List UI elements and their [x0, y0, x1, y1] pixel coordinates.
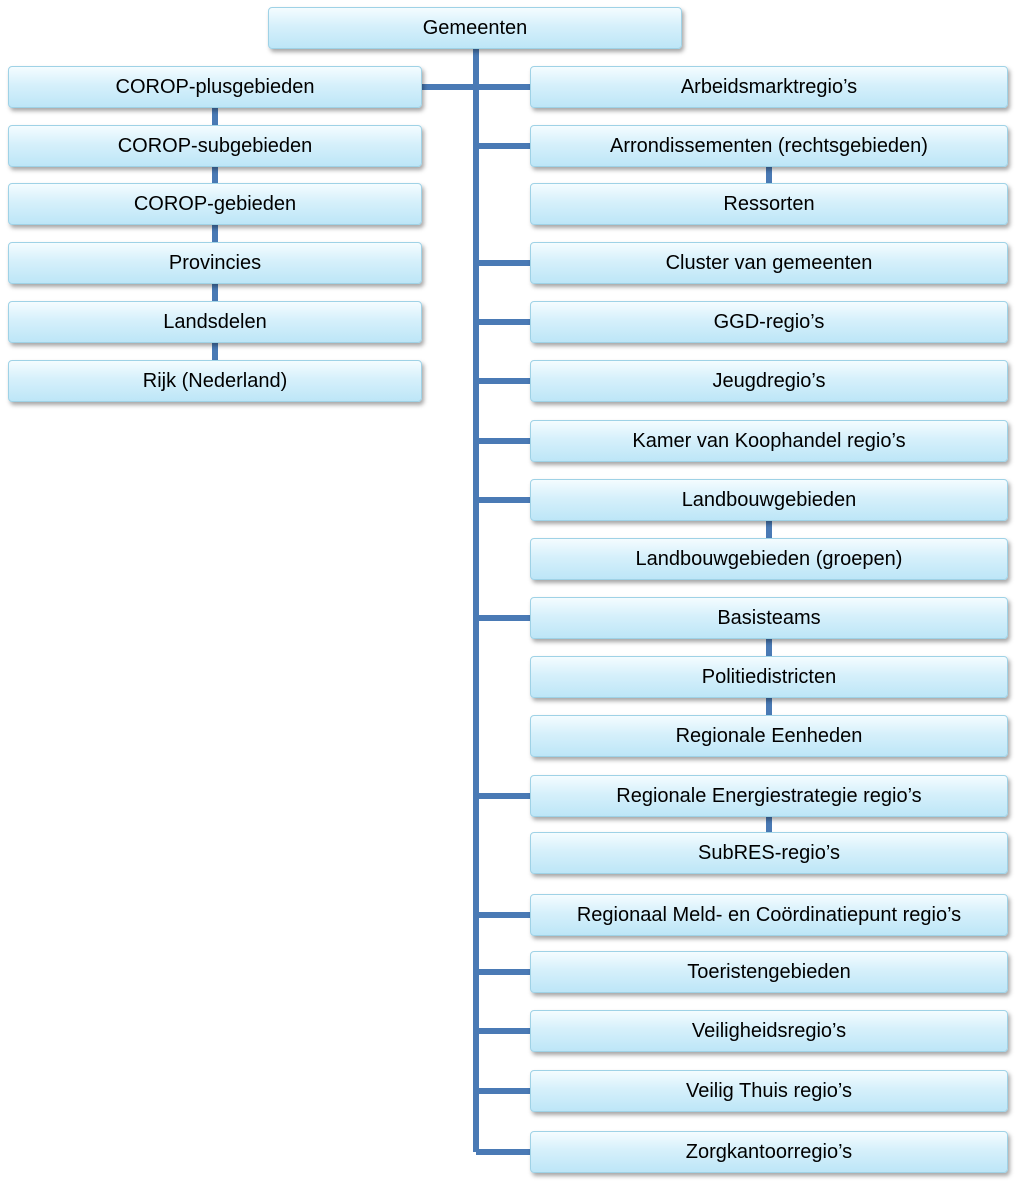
node-basisteams: Basisteams	[530, 597, 1008, 639]
node-cluster-van-gemeenten: Cluster van gemeenten	[530, 242, 1008, 284]
node-landbouwgebieden: Landbouwgebieden	[530, 479, 1008, 521]
node-rijk: Rijk (Nederland)	[8, 360, 422, 402]
node-jeugdregios: Jeugdregio’s	[530, 360, 1008, 402]
node-landbouwgebieden-groepen: Landbouwgebieden (groepen)	[530, 538, 1008, 580]
node-toeristengebieden: Toeristengebieden	[530, 951, 1008, 993]
node-corop-plusgebieden: COROP-plusgebieden	[8, 66, 422, 108]
node-ressorten: Ressorten	[530, 183, 1008, 225]
node-res-regios: Regionale Energiestrategie regio’s	[530, 775, 1008, 817]
node-corop-gebieden: COROP-gebieden	[8, 183, 422, 225]
node-kvk-regios: Kamer van Koophandel regio’s	[530, 420, 1008, 462]
node-veilig-thuis-regios: Veilig Thuis regio’s	[530, 1070, 1008, 1112]
node-arrondissementen: Arrondissementen (rechtsgebieden)	[530, 125, 1008, 167]
node-subres-regios: SubRES-regio’s	[530, 832, 1008, 874]
node-zorgkantoorregios: Zorgkantoorregio’s	[530, 1131, 1008, 1173]
node-landsdelen: Landsdelen	[8, 301, 422, 343]
node-ggd-regios: GGD-regio’s	[530, 301, 1008, 343]
node-gemeenten: Gemeenten	[268, 7, 682, 49]
node-provincies: Provincies	[8, 242, 422, 284]
node-regionale-eenheden: Regionale Eenheden	[530, 715, 1008, 757]
node-rmc-regios: Regionaal Meld- en Coördinatiepunt regio’s	[530, 894, 1008, 936]
node-politiedistricten: Politiedistricten	[530, 656, 1008, 698]
node-arbeidsmarktregios: Arbeidsmarktregio’s	[530, 66, 1008, 108]
node-veiligheidsregios: Veiligheidsregio’s	[530, 1010, 1008, 1052]
node-corop-subgebieden: COROP-subgebieden	[8, 125, 422, 167]
